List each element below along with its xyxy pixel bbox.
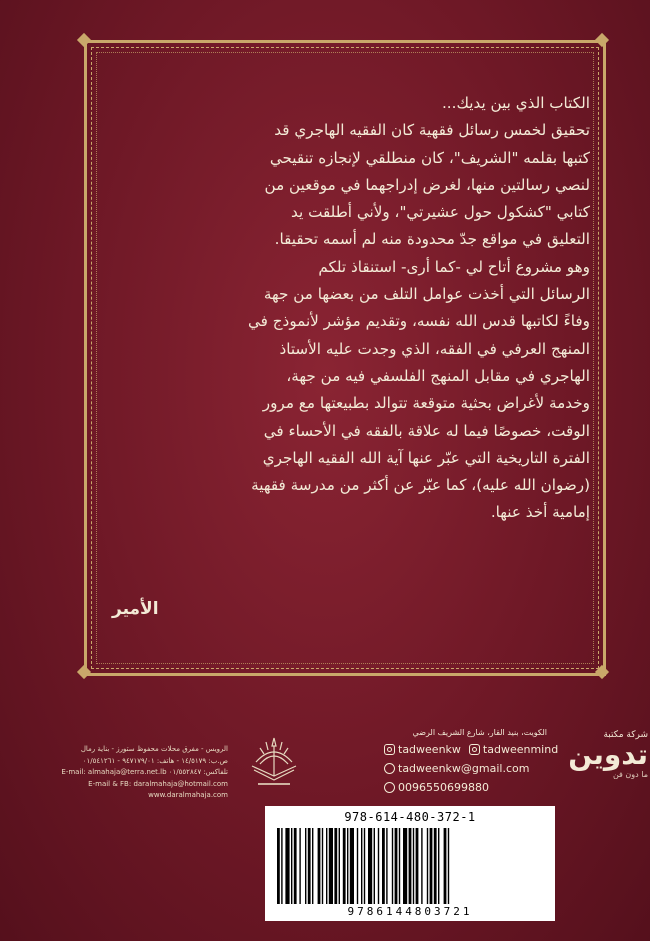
blurb-line: إمامية أخذ عنها. xyxy=(490,503,590,522)
barcode-bar xyxy=(343,828,346,904)
blurb-line: الرسائل التي أخذت عوامل التلف من بعضها من جهة xyxy=(263,285,590,304)
blurb-line: الفترة التاريخية التي عبّر عنها آية الله الفقيه الهاجري xyxy=(262,448,590,467)
barcode-bar xyxy=(312,828,313,904)
barcode-bar xyxy=(382,828,385,904)
barcode-bar xyxy=(318,828,321,904)
barcode-bar xyxy=(392,828,393,904)
barcode-bar xyxy=(427,828,428,904)
barcode-bar xyxy=(374,828,375,904)
instagram-handle: tadweenkw xyxy=(398,743,461,756)
barcode-bar xyxy=(378,828,379,904)
publisher-logo-icon xyxy=(246,732,302,790)
barcode-bar xyxy=(291,828,292,904)
barcode-bar xyxy=(339,828,340,904)
distributor-phone: 0096550699880 xyxy=(398,781,489,794)
blurb-line: كتابي "كشكول حول عشيرتي"، ولأني أطلقت يد xyxy=(291,203,590,222)
barcode-bar xyxy=(308,828,311,904)
tadween-slogan: ما دون فن xyxy=(612,770,648,779)
barcode-bar xyxy=(322,828,323,904)
barcode-bar xyxy=(281,828,282,904)
barcode-bar xyxy=(409,828,412,904)
whatsapp-icon xyxy=(384,782,395,793)
barcode-bar xyxy=(399,828,400,904)
instagram-icon xyxy=(384,744,395,755)
barcode-bar xyxy=(416,828,419,904)
barcode-bar xyxy=(294,828,297,904)
at-sign-icon xyxy=(384,763,395,774)
barcode-bar xyxy=(368,828,372,904)
blurb-line: وهو مشروع أتاح لي -كما أرى- استنقاذ تلكم xyxy=(318,257,590,276)
barcode-bar xyxy=(361,828,362,904)
author-signature: الأمير xyxy=(112,599,159,619)
blurb-line: المنهج العرفي في الفقه، الذي وجدت عليه الأستاذ xyxy=(279,339,590,358)
barcode-bar xyxy=(448,828,449,904)
barcode-bar xyxy=(364,828,365,904)
blurb-line: وخدمة لأغراض بحثية متوقعة تتوالد بطبيعتها مع مرور xyxy=(262,394,590,413)
barcode-bar xyxy=(305,828,306,904)
isbn-text: 978-614-480-372-1 xyxy=(344,810,476,824)
barcode-bar xyxy=(434,828,437,904)
publisher-line: تلفاكس: ٠١/٥٥٢٨٤٧ E-mail: almahaja@terra.net.lb xyxy=(61,768,228,776)
instagram-handle: tadweenmind xyxy=(482,743,559,756)
barcode-bar xyxy=(357,828,358,904)
barcode-bar xyxy=(413,828,414,904)
barcode-bar xyxy=(421,828,422,904)
instagram-icon xyxy=(469,744,480,755)
distributor-address: الكويت، بنيد القار، شارع الشريف الرضي xyxy=(412,728,547,737)
barcode-bar xyxy=(326,828,327,904)
distributor-email: tadweenkw@gmail.com xyxy=(398,762,530,775)
blurb-line: الكتاب الذي بين يديك... xyxy=(441,94,590,112)
barcode-bar xyxy=(430,828,433,904)
back-cover-blurb xyxy=(112,90,590,527)
barcode-bar xyxy=(329,828,333,904)
tadween-label: شركة مكتبة xyxy=(603,730,648,740)
tadween-logo xyxy=(548,730,648,779)
publisher-line: www.daralmahaja.com xyxy=(148,791,228,799)
barcode-bar xyxy=(444,828,447,904)
tadween-brand: تدوين xyxy=(568,738,648,771)
barcode-bar xyxy=(277,828,280,904)
blurb-line: (رضوان الله عليه)، كما عبّر عن أكثر من مدرسة فقهية xyxy=(251,476,590,495)
barcode-icon xyxy=(277,828,543,904)
blurb-line: لنصي رسالتين منها، لغرض إدراجهما في موقعين من xyxy=(264,175,590,194)
barcode-bar xyxy=(386,828,387,904)
blurb-line: تحقيق لخمس رسائل فقهية كان الفقيه الهاجري قد xyxy=(274,121,590,140)
barcode-digits: 9786144803721 xyxy=(347,905,473,918)
barcode-panel xyxy=(265,806,555,921)
publisher-line: الرويس - مفرق محلات محفوظ ستورز - بناية رمال xyxy=(80,745,228,753)
blurb-line: التعليق في مواقع جدّ محدودة منه لم أسمه تحقيقا. xyxy=(274,230,590,249)
publisher-contact xyxy=(58,744,228,802)
blurb-line: الوقت، خصوصًا فيما له علاقة بالفقه في الأحساء في xyxy=(263,421,590,440)
barcode-bar xyxy=(347,828,348,904)
blurb-line: كتبها بقلمه "الشريف"، كان منطلقي لإنجازه تنقيحي xyxy=(269,148,590,167)
barcode-bar xyxy=(285,828,289,904)
barcode-bar xyxy=(334,828,337,904)
publisher-line: ص.ب: ١٤/٥١٧٩ - هاتف: ٩٤٧١٧٩/٠١ - ٠١/٥٤١٢٦١ xyxy=(82,756,228,765)
barcode-bar xyxy=(438,828,439,904)
barcode-bar xyxy=(403,828,407,904)
barcode-bar xyxy=(299,828,300,904)
blurb-line: وفاءً لكاتبها قدس الله نفسه، وتقديم مؤشر لأنموذج في xyxy=(248,312,590,331)
publisher-line: E-mail & FB: daralmahaja@hotmail.com xyxy=(88,779,228,788)
barcode-bar xyxy=(350,828,354,904)
blurb-line: الهاجري في مقابل المنهج الفلسفي فيه من جهة، xyxy=(286,366,590,385)
barcode-bar xyxy=(395,828,398,904)
